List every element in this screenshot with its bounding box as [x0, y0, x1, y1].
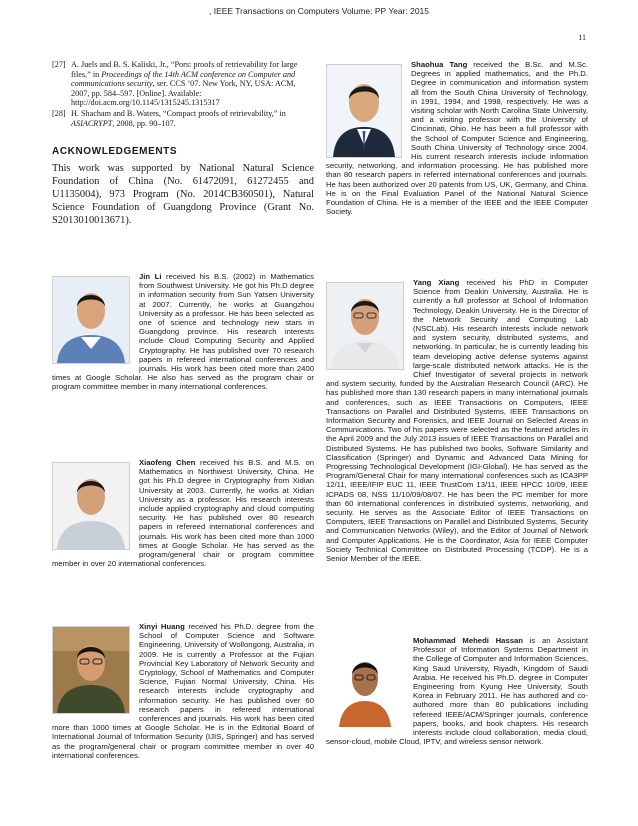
portrait-image [53, 627, 129, 713]
acknowledgements-heading: ACKNOWLEDGEMENTS [52, 146, 178, 158]
author-bio-jin-li [52, 272, 314, 392]
author-photo [52, 626, 130, 714]
author-bio-xinyi-huang [52, 622, 314, 760]
portrait-image [53, 277, 129, 363]
author-photo [326, 640, 404, 728]
reference-venue: Proceedings of the 14th ACM conference on Computer and communications security [71, 69, 296, 89]
portrait-image [327, 65, 401, 157]
author-name: Jin Li [139, 272, 162, 281]
portrait-image [327, 641, 403, 727]
author-bio-text: received his B.S. and M.S. on Mathematics in Northwest University, China. He got his Ph.D degree in Cryptography from Xidian University at 2003. Currently, he works at Xidian University as a professor. His research interests include applied cryptography and cloud computing security. He has published over 80 research papers in refereed international conferences and journals. His work has been cited more than 1000 times at Google Scholar. He has served as the program/general chair or program committee member in over 20 international conferences. [52, 458, 314, 569]
reference-item [52, 60, 314, 108]
author-photo [326, 64, 402, 158]
reference-item [52, 109, 314, 128]
portrait-image [327, 283, 403, 369]
author-name: Mohammad Mehedi Hassan [413, 636, 523, 645]
reference-number: [27] [52, 60, 66, 69]
author-name: Xiaofeng Chen [139, 458, 196, 467]
reference-authors: A. Juels and B. S. Kaliski, Jr., “Pors: proofs of retrievability for large files,” in [71, 60, 298, 79]
author-bio-xiaofeng-chen [52, 458, 314, 568]
author-name: Xinyi Huang [139, 622, 185, 631]
page-number: 11 [578, 33, 586, 42]
reference-list [52, 60, 314, 128]
author-bio-text: is an Assistant Professor of Information Systems Department in the College of Computer and Information Sciences, King Saud University, Riyadh, Kingdom of Saudi Arabia. He received his Ph.D. degree in Computer Engineering from Kyung Hee University, South Korea in February 2011. He has authored and co-authored more than 80 publications including refereed IEEE/ACM/Springer journals, conference papers, books, and book chapters. His research interests include cloud collaboration, media cloud, sensor-cloud, mobile Cloud, IPTV, and wireless sensor network. [326, 636, 588, 747]
reference-authors: H. Shacham and B. Waters, “Compact proofs of retrievability,” in [71, 108, 286, 118]
acknowledgements-text: This work was supported by National Natural Science Foundation of China (No. 61472091, 61272455 and U1135004), 973 Program (No. 2014CB360501), Natural Science Foundation of Guangdong Province (Grant No. S2013010013671). [52, 163, 314, 227]
reference-details: , 2008, pp. 90–107. [112, 118, 176, 128]
author-name: Yang Xiang [413, 278, 460, 287]
running-header: , IEEE Transactions on Computers Volume: PP Year: 2015 [208, 6, 430, 16]
author-photo [52, 276, 130, 364]
left-column [52, 60, 314, 227]
author-bio-text: received his PhD in Computer Science from Deakin University, Australia. He is currently a full professor at School of Information Technology, Deakin University. He is the Director of the Network Security and Computing Lab (NSCLab). His research interests include network and system security, distributed systems, and networking. In particular, he is currently leading his team developing active defense systems against large-scale distributed network attacks. He is the Chief Investigator of several projects in network and system security, funded by the Australian Research Council (ARC). He has published more than 130 research papers in many international journals and conferences, such as IEEE Transactions on Computers, IEEE Transactions on Parallel and Distributed Systems, IEEE Transactions on Information Security and Forensics, and IEEE Journal on Selected Areas in Communications. Two of his papers were selected as the featured articles in the April 2009 and the July 2013 issues of IEEE Transactions on Parallel and Distributed Systems. He has published two books, Software Similarity and Classification (Springer) and Dynamic and Advanced Data Mining for Progressing Technological Development (IGI-Global). He has served as the Program/General Chair for many international conferences such as ICA3PP 12/11, IEEE/IFIP EUC 11, IEEE TrustCom 13/11, IEEE HPCC 10/09, IEEE ICPADS 08, NSS 11/10/09/08/07. He has been the PC member for more than 60 international conferences in distributed systems, networking, and security. He serves as the Associate Editor of IEEE Transactions on Computers, IEEE Transactions on Parallel and Distributed Systems, Security and Communication Networks (Wiley), and the Editor of Journal of Network and Computer Applications. He is the Coordinator, Asia for IEEE Computer Society Technical Committee on Distributed Processing (TCDP). He is a Senior Member of the IEEE. [326, 278, 588, 564]
author-bio-mohammad-mehedi-hassan [326, 636, 588, 746]
reference-details: , ser. CCS ’07. New York, NY, USA: ACM, 2007, pp. 584–597. [Online]. Available: http://doi.acm.org/10.1145/1315245.1315317 [71, 79, 296, 108]
author-photo [326, 282, 404, 370]
author-bio-text: received his Ph.D. degree from the School of Computer Science and Software Engineering, University of Wollongong, Australia, in 2009. He is currently a Professor at the Fujian Provincial Key Laboratory of Network Security and Cryptology, School of Mathematics and Computer Science, Fujian Normal University, China. His research interests include cryptography and information security. He has published over 60 research papers in refereed international conferences and journals. His work has been cited more than 1000 times at Google Scholar. He is in the Editorial Board of International Journal of Information Security (IJIS, Springer) and has served as the program/general chair or program committee member in over 40 international conferences. [52, 622, 315, 760]
portrait-image [53, 463, 129, 549]
author-bio-text: received his B.S. (2002) in Mathematics from Southwest University. He got his Ph.D degree in information security from Sun Yatsen University at 2007. Currently, he works at Guangzhou University as a professor. He has been selected as one of science and technology new stars in Guangdong province. His research interests include Cloud Computing Security and Applied Cryptography. He has published over 70 research papers in refereed international conferences and journals. His work has been cited more than 2400 times at Google Scholar. He also has served as the program chair or program committee member in many international conferences. [52, 272, 314, 392]
author-bio-text: received the B.Sc. and M.Sc. Degrees in applied mathematics, and the Ph.D. Degree in communication and information system all from the South China University of Technology, in 1991, 1994, and 1998, respectively. He was a visiting scholar with North Carolina State University, and a visiting professor with the University of Cincinnati, Ohio. He has been a full professor with the School of Computer Science and Engineering, South China University of Technology since 2004. His current research interests include information security, networking, and information processing. He has published more than 80 research papers in referred international conferences and journals. He has been authorized over 20 patents from US, UK, Germany, and China. He is on the Final Evaluation Panel of the National Natural Science Foundation of China. He is a member of the IEEE and the IEEE Computer Society. [326, 60, 588, 217]
author-bio-yang-xiang [326, 278, 588, 563]
author-name: Shaohua Tang [411, 60, 468, 69]
reference-venue: ASIACRYPT [71, 118, 113, 128]
author-photo [52, 462, 130, 550]
author-bio-shaohua-tang [326, 60, 588, 216]
reference-number: [28] [52, 108, 66, 118]
